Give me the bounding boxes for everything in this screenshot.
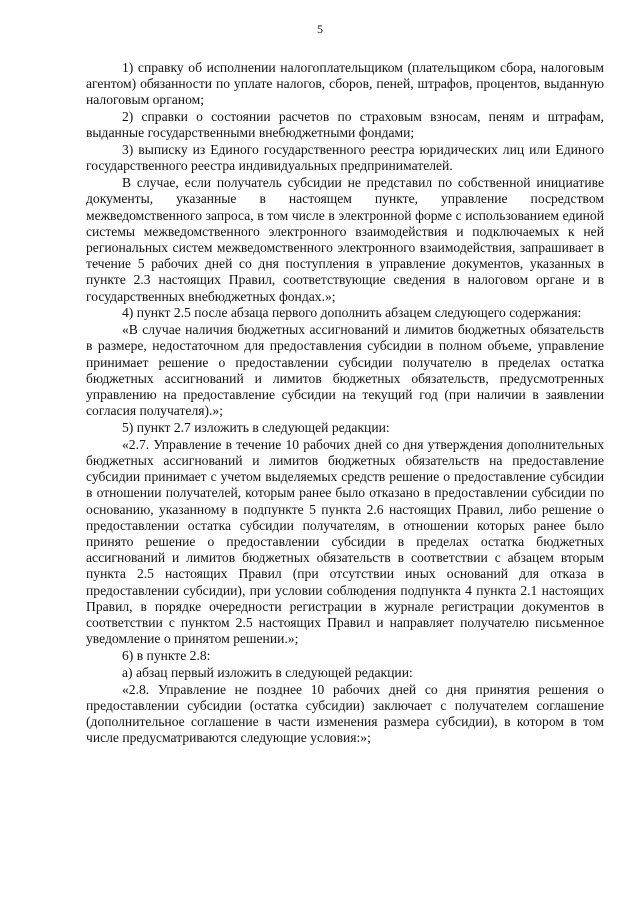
- paragraph-subsidy-request: В случае, если получатель субсидии не представил по собственной инициативе документы, указанные в настоящем пункте, управление посредством межведомственного запроса, в том числе в электронной форме с использованием единой системы межведомственного электронного взаимодействия и подключаемых к ней региональных систем межведомственного электронного взаимодействия, запрашивает в течение 5 рабочих дней со дня поступления в управление документов, указанных в пункте 2.3 настоящих Правил, соответствующие сведения в налоговом органе и в государственных внебюджетных фондах.»;: [86, 175, 604, 304]
- paragraph-item-2: 2) справки о состоянии расчетов по страховым взносам, пеням и штрафам, выданные государственными внебюджетными фондами;: [86, 109, 604, 141]
- paragraph-item-1: 1) справку об исполнении налогоплательщиком (плательщиком сбора, налоговым агентом) обязанности по уплате налогов, сборов, пеней, штрафов, процентов, выданную налоговым органом;: [86, 60, 604, 108]
- paragraph-item-6a-text: «2.8. Управление не позднее 10 рабочих дней со дня принятия решения о предоставлении субсидии (остатка субсидии) заключает с получателем соглашение (дополнительное соглашение в части изменения размера субсидии), в котором в том числе предусматриваются следующие условия:»;: [86, 681, 604, 746]
- paragraph-item-4: 4) пункт 2.5 после абзаца первого дополнить абзацем следующего содержания:: [122, 305, 582, 321]
- paragraph-item-3: 3) выписку из Единого государственного реестра юридических лиц или Единого государственного реестра индивидуальных предпринимателей.: [86, 142, 604, 174]
- page-number: 5: [317, 22, 323, 36]
- paragraph-item-5-text: «2.7. Управление в течение 10 рабочих дней со дня утверждения дополнительных бюджетных ассигнований и лимитов бюджетных обязательств на предоставление субсидии принимает с учетом выделяемых средств решение о предоставление субсидии в отношении получателей, которым ранее было отказано в предоставлении субсидии по основанию, указанному в подпункте 5 пункта 2.6 настоящих Правил, либо решение о предоставлении остатка субсидии получателям, в отношении которых ранее было принято решение о предоставлении субсидии в пределах остатка бюджетных ассигнований и лимитов бюджетных обязательств в соответствии с абзацем вторым пункта 2.5 настоящих Правил (при отсутствии иных оснований для отказа в предоставлении субсидии), при условии соблюдения подпункта 4 пункта 2.1 настоящих Правил, в порядке очередности регистрации в журнале регистрации документов в соответствии с пунктом 2.5 настоящих Правил и направляет получателю письменное уведомление о принятом решении.»;: [86, 436, 604, 647]
- paragraph-item-6: 6) в пункте 2.8:: [122, 648, 211, 664]
- paragraph-item-5: 5) пункт 2.7 изложить в следующей редакции:: [122, 420, 390, 436]
- paragraph-item-4-text: «В случае наличия бюджетных ассигнований и лимитов бюджетных обязательств в размере, недостаточном для предоставления субсидии в полном объеме, управление принимает решение о предоставлении субсидии получателю в пределах остатка бюджетных ассигнований и лимитов бюджетных обязательств, предусмотренных управлению на предоставление субсидии на текущий год (при наличии в заявлении согласия получателя).»;: [86, 322, 604, 419]
- paragraph-item-6a: а) абзац первый изложить в следующей редакции:: [122, 664, 413, 680]
- document-body: [86, 60, 604, 747]
